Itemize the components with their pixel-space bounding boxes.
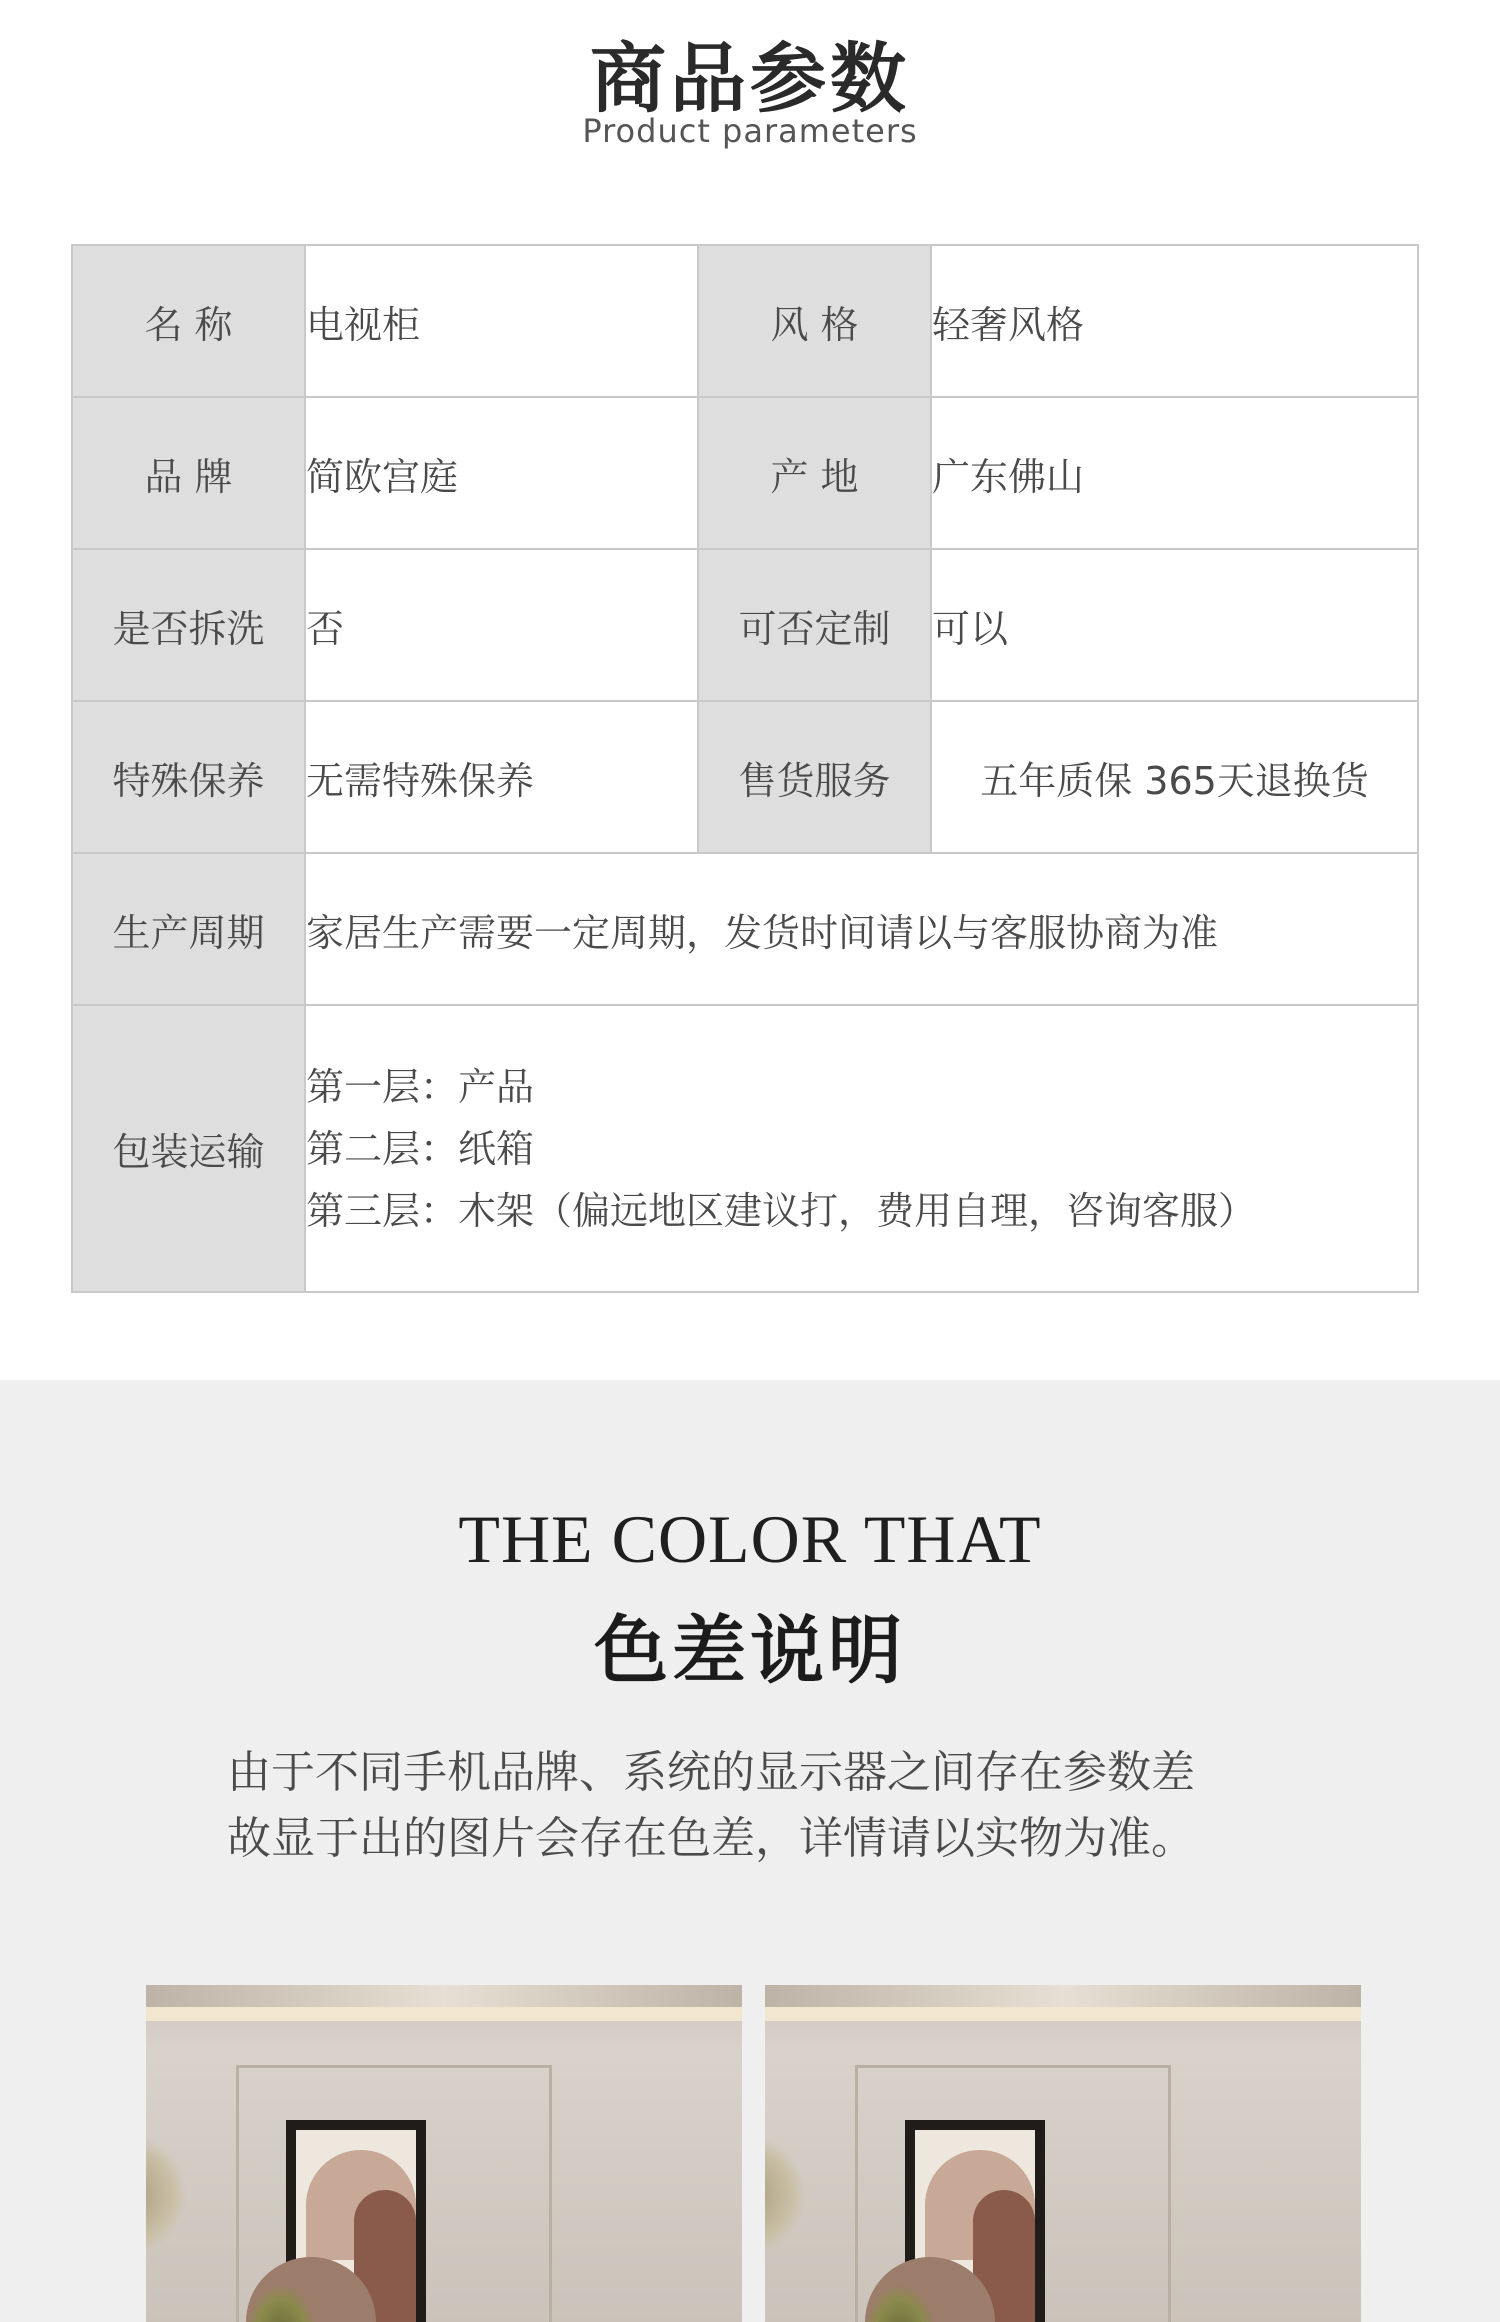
table-row: [72, 549, 1418, 701]
parameters-table: [71, 244, 1419, 1293]
param-value-service: 五年质保 365天退换货: [931, 701, 1418, 853]
param-label-care: 特殊保养: [72, 701, 305, 853]
param-value-care: 无需特殊保养: [305, 701, 698, 853]
color-section-title: 色差说明: [594, 1608, 906, 1694]
product-photo-right: [765, 1985, 1361, 2322]
param-value-packing: [305, 1005, 1418, 1292]
param-value-style: 轻奢风格: [931, 245, 1418, 397]
param-value-brand: 简欧宫庭: [305, 397, 698, 549]
param-label-washable: 是否拆洗: [72, 549, 305, 701]
color-description: [227, 1740, 1327, 1872]
param-label-service: 售货服务: [698, 701, 931, 853]
table-row: [72, 1005, 1418, 1292]
table-row: [72, 245, 1418, 397]
param-value-custom: 可以: [931, 549, 1418, 701]
param-label-packing: 包装运输: [72, 1005, 305, 1292]
packing-line: 第一层：产品: [306, 1064, 535, 1109]
color-description-line: 由于不同手机品牌、系统的显示器之间存在参数差: [227, 1747, 1195, 1798]
param-value-cycle: 家居生产需要一定周期，发货时间请以与客服协商为准: [305, 853, 1418, 1005]
table-row: [72, 397, 1418, 549]
param-label-origin: 产 地: [698, 397, 931, 549]
section-subtitle: Product parameters: [582, 112, 918, 150]
packing-line: 第三层：木架（偏远地区建议打，费用自理，咨询客服）: [306, 1188, 1257, 1233]
packing-line: 第二层：纸箱: [306, 1126, 535, 1171]
param-label-style: 风 格: [698, 245, 931, 397]
product-photo-left: [146, 1985, 742, 2322]
table-row: [72, 853, 1418, 1005]
param-label-name: 名 称: [72, 245, 305, 397]
param-label-custom: 可否定制: [698, 549, 931, 701]
param-label-brand: 品 牌: [72, 397, 305, 549]
param-value-washable: 否: [305, 549, 698, 701]
section-title: 商品参数: [590, 34, 910, 123]
color-difference-section: [0, 1380, 1500, 2322]
param-value-origin: 广东佛山: [931, 397, 1418, 549]
color-description-line: 故显于出的图片会存在色差，详情请以实物为准。: [227, 1813, 1195, 1864]
table-row: [72, 701, 1418, 853]
param-label-cycle: 生产周期: [72, 853, 305, 1005]
color-section-title-en: THE COLOR THAT: [458, 1501, 1042, 1577]
param-value-name: 电视柜: [305, 245, 698, 397]
